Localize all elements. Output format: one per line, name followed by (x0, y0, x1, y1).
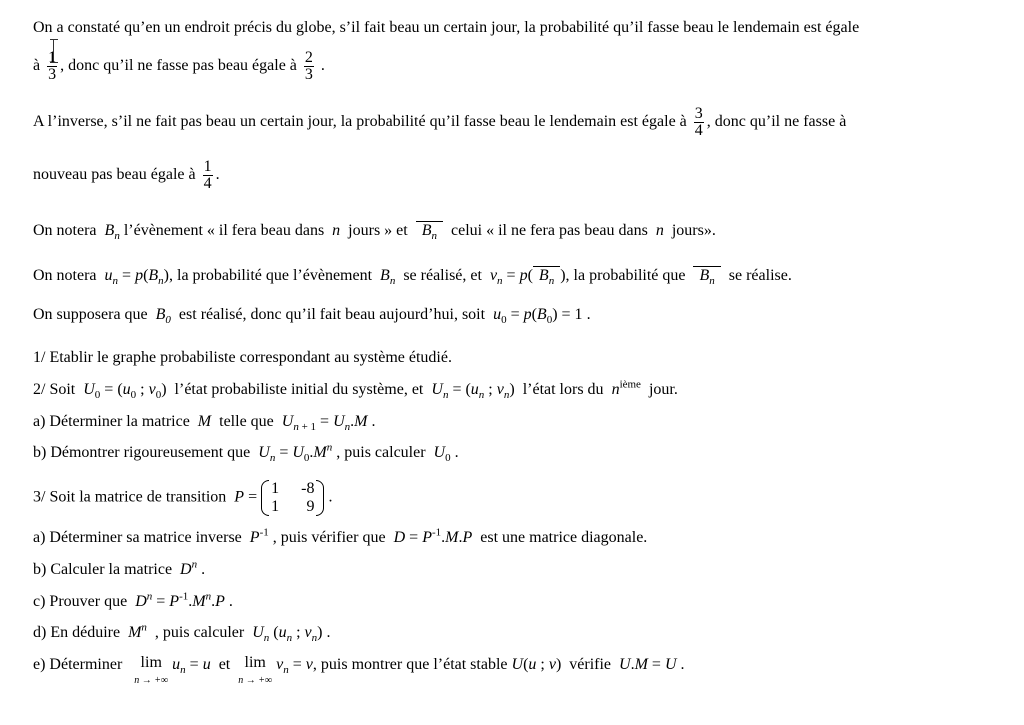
text: , donc qu’il ne fasse à (706, 113, 847, 131)
paragraph-2-line-1 (33, 106, 846, 139)
question-2a (33, 412, 375, 432)
math-Bn-bar: $B_n$ (416, 221, 443, 240)
math-B0: $B_0$ (155, 306, 171, 327)
math-P-inverse: $P^{-1}$ (249, 526, 269, 546)
text: , puis vérifier que (272, 529, 386, 546)
paragraph-1-line-2 (33, 50, 325, 83)
text: jours » et (348, 222, 408, 239)
fraction-one-quarter: $\frac{1}{4}$ (203, 158, 212, 192)
text: b) Calculer la matrice (33, 561, 173, 578)
text: l’état lors du (522, 381, 604, 398)
text: est une matrice diagonale. (480, 529, 648, 546)
text: , puis calculer (154, 624, 245, 641)
math-P: P (234, 488, 245, 506)
text: et (218, 656, 231, 673)
transition-matrix: 1 -8 1 9 (261, 480, 324, 516)
question-2 (33, 380, 678, 400)
limit-vn: lim n → +∞ (238, 654, 273, 686)
math-recurrence: $U_{n + 1} = U_n.M$ . (281, 413, 376, 434)
text: se réalisé, et (403, 267, 482, 284)
math-vn: $v_n = p$( $B_n$ ) (489, 267, 566, 288)
text: A l’inverse, s’il ne fait pas beau un certain jour, la probabilité qu’il fasse beau le lendemain est égale à (33, 113, 687, 131)
text: d) En déduire (33, 624, 121, 641)
text: On supposera que (33, 306, 148, 323)
paragraph-2-line-2 (33, 159, 220, 192)
text: e) Déterminer (33, 656, 123, 673)
text: , puis calculer (336, 444, 426, 461)
math-UM: U.M = U . (619, 656, 685, 673)
text: vérifie (569, 656, 612, 673)
math-Un-formula: $U_n = U_0.M^n$ (258, 441, 333, 465)
text: , la probabilité que (565, 267, 686, 284)
text: telle que (219, 413, 274, 430)
text: jour. (648, 381, 678, 398)
question-3b (33, 560, 205, 580)
math-Dn-formula: $D^n = P^{-1}.M^n.P$ . (135, 590, 233, 610)
math-n: n (655, 222, 664, 239)
question-3e: e) Déterminer lim n → +∞ $u_n = u$ et lim n → +∞ $v_n = v$, puis montrer que l’état stable U(u ; v) vérifie U.M = U . (33, 655, 685, 689)
text: 1/ Etablir le graphe probabiliste correspondant au système étudié. (33, 349, 452, 366)
text: a) Déterminer sa matrice inverse (33, 529, 242, 546)
paragraph-5 (33, 305, 591, 325)
text: , la probabilité que l’évènement (169, 267, 373, 284)
math-Bn-bar: $B_n$ (693, 266, 720, 285)
math-un: $u_n = p(B_n)$ (104, 267, 169, 288)
math-U0: $U_0$ . (433, 444, 459, 465)
question-1 (33, 348, 452, 368)
math-Dn: $D^n$ . (180, 558, 206, 578)
math-n-ieme: $n^{ième}$ (611, 378, 641, 398)
text: . (215, 166, 220, 184)
fraction-three-quarters: $\frac{3}{4}$ (694, 105, 703, 139)
question-3d (33, 623, 330, 643)
paragraph-3 (33, 221, 716, 241)
text: 3/ Soit la matrice de transition (33, 488, 227, 506)
text: jours». (671, 222, 716, 239)
question-3a (33, 528, 647, 548)
math-Mn: $M^n$ (128, 621, 147, 641)
text: c) Prouver que (33, 593, 128, 610)
text: 2/ Soit (33, 381, 76, 398)
paragraph-4 (33, 266, 792, 286)
text: est réalisé, donc qu’il fait beau aujourd’hui, soit (178, 306, 486, 323)
fraction-one-third: $\frac{1}{3}$ (48, 49, 57, 83)
text: , donc qu’il ne fasse pas beau égale à (60, 57, 297, 75)
text: b) Démontrer rigoureusement que (33, 444, 251, 461)
math-Bn: $B_n$ (104, 222, 120, 243)
text: à (33, 57, 41, 75)
math-Uuv: U(u ; v) (511, 656, 562, 673)
question-2b (33, 443, 459, 463)
text: On notera (33, 222, 97, 239)
paragraph-1-line-1 (33, 18, 859, 38)
text: , puis montrer que l’état stable (312, 656, 508, 673)
text: celui « il ne fera pas beau dans (451, 222, 648, 239)
math-D: $D = P^{-1}.M.P$ (393, 526, 473, 546)
math-Un: $U_n$ ($u_n$ ; $v_n$) . (252, 624, 331, 645)
text: l’état probabiliste initial du système, et (174, 381, 424, 398)
text: se réalise. (728, 267, 792, 284)
text: On a constaté qu’en un endroit précis du globe, s’il fait beau un certain jour, la probabilité qu’il fasse beau le lendemain est égale (33, 19, 860, 36)
math-Bn: $B_n$ (380, 267, 396, 288)
fraction-two-thirds: $\frac{2}{3}$ (304, 49, 313, 83)
math-U0: $U_0 = (u_0$ ; $v_0$) (83, 381, 167, 402)
question-3c (33, 592, 233, 612)
text: . (586, 306, 591, 323)
text: a) Déterminer la matrice (33, 413, 190, 430)
math-n: n (332, 222, 341, 239)
math-M: M (197, 413, 212, 430)
text: . (320, 57, 325, 75)
text: l’évènement « il fera beau dans (123, 222, 325, 239)
limit-un: lim n → +∞ (134, 654, 169, 686)
question-3: 3/ Soit la matrice de transition P = 1 -8 1 9 . (33, 480, 333, 515)
math-u0: $u_0 = p(B_0) = 1$ (493, 306, 583, 327)
text: nouveau pas beau égale à (33, 166, 196, 184)
text: On notera (33, 267, 97, 284)
math-Un: $U_n = (u_n$ ; $v_n$) (431, 381, 515, 402)
